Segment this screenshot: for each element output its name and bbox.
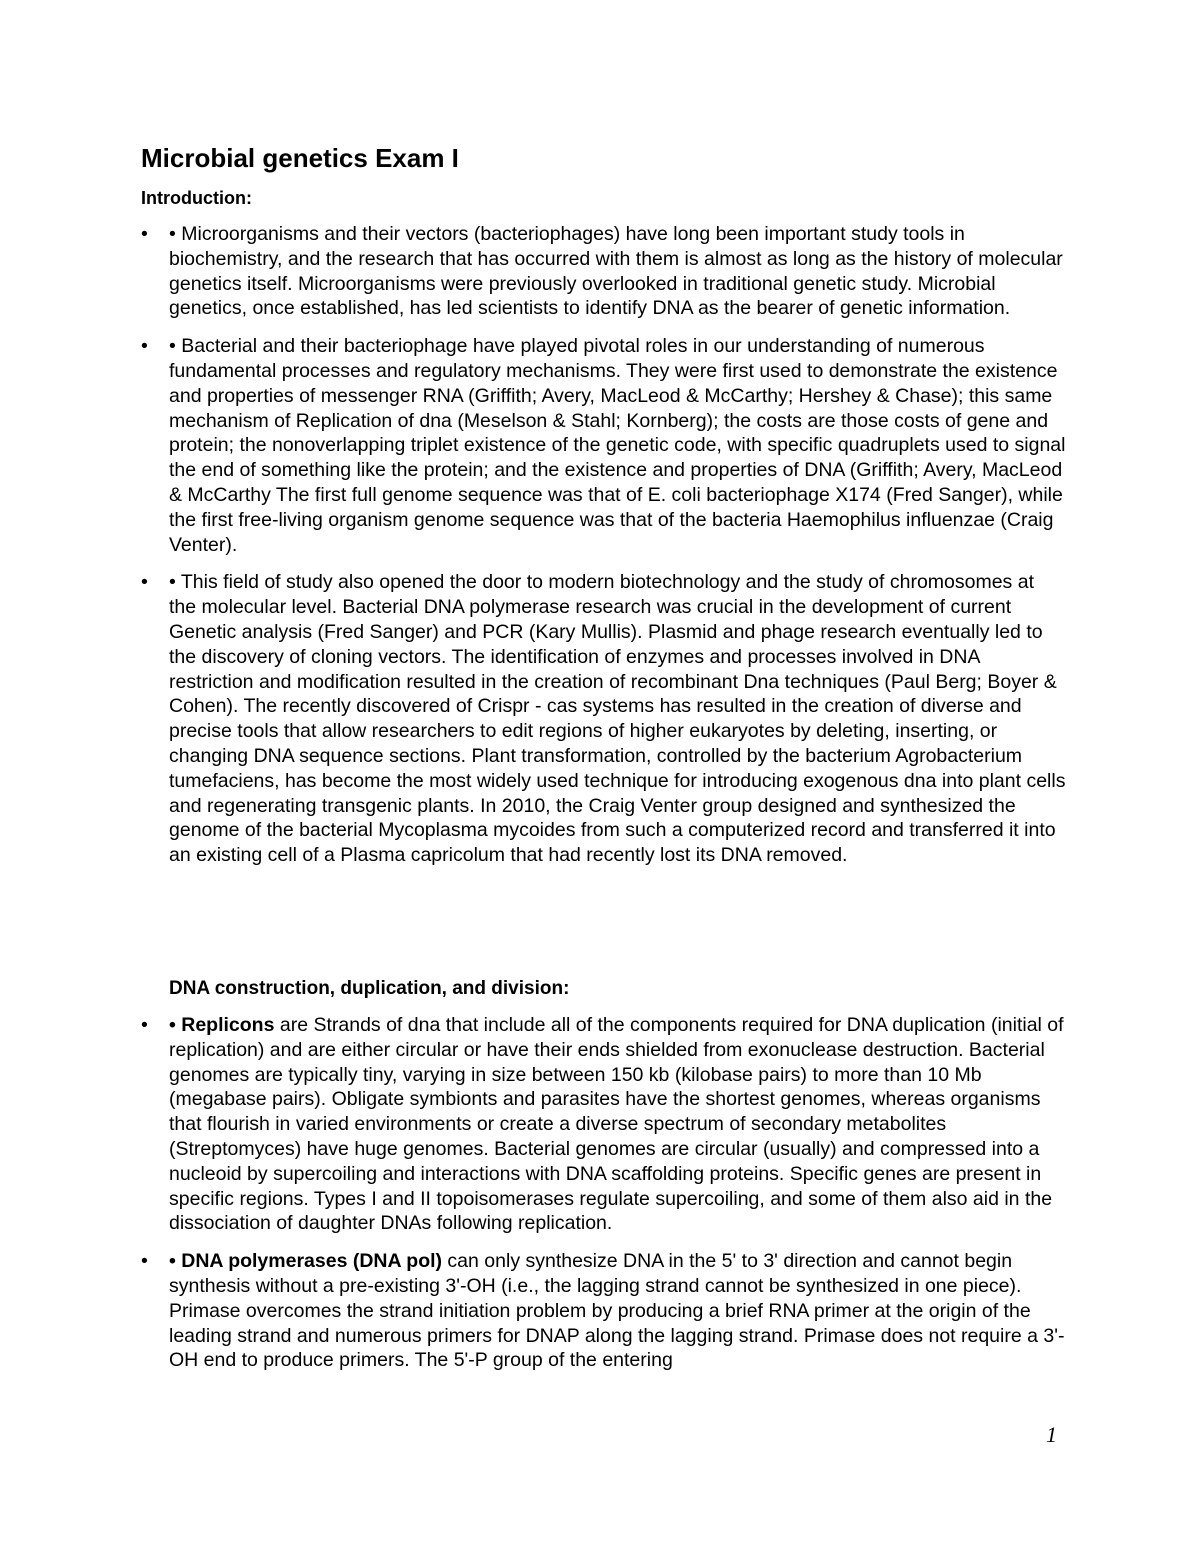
list-item-text: • This field of study also opened the door to modern biotechnology and the study of chromosomes at the molecular level. Bacterial DNA polymerase research was crucial in the development of current Genetic analysis (Fred Sanger) and PCR (Kary Mullis). Plasmid and phage research eventually led to the discovery of cloning vectors. The identification of enzymes and processes involved in DNA restriction and modification resulted in the creation of recombinant Dna techniques (Paul Berg; Boyer & Cohen). The recently discovered of Crispr - cas systems has resulted in the creation of diverse and precise tools that allow researchers to edit regions of higher eukaryotes by deleting, inserting, or changing DNA sequence sections. Plant transformation, controlled by the bacterium Agrobacterium tumefaciens, has become the most widely used technique for introducing exogenous dna into plant cells and regenerating transgenic plants. In 2010, the Craig Venter group designed and synthesized the genome of the bacterial Mycoplasma mycoides from such a computerized record and transferred it into an existing cell of a Plasma capricolum that had recently lost its DNA removed. <box>169 571 1066 867</box>
bullet-icon: • <box>141 335 148 358</box>
list-item-text: • Microorganisms and their vectors (bacteriophages) have long been important study tools in biochemistry, and the research that has occurred with them is almost as long as the history of molecular genetics itself. Microorganisms were previously overlooked in traditional genetic study. Microbial genetics, once established, has led scientists to identify DNA as the bearer of genetic information. <box>169 223 1063 320</box>
list-item <box>141 1013 1066 1236</box>
section-list <box>141 1013 1066 1373</box>
list-item-text: are Strands of dna that include all of the components required for DNA duplication (initial of replication) and are either circular or have their ends shielded from exonuclease destruction. Bacterial genomes are typically tiny, varying in size between 150 kb (kilobase pairs) to more than 10 Mb (megabase pairs). Obligate symbionts and parasites have the shortest genomes, whereas organisms that flourish in varied environments or create a diverse spectrum of secondary metabolites (Streptomyces) have huge genomes. Bacterial genomes are circular (usually) and compressed into a nucleoid by supercoiling and interactions with DNA scaffolding proteins. Specific genes are present in specific regions. Types I and II topoisomerases regulate supercoiling, and some of them also aid in the dissociation of daughter DNAs following replication. <box>169 1014 1064 1235</box>
list-item-text: • Bacterial and their bacteriophage have played pivotal roles in our understanding of numerous fundamental processes and regulatory mechanisms. They were first used to demonstrate the existence and properties of messenger RNA (Griffith; Avery, MacLeod & McCarthy; Hershey & Chase); this same mechanism of Replication of dna (Meselson & Stahl; Kornberg); the costs are those costs of gene and protein; the nonoverlapping triplet existence of the genetic code, with specific quadruplets used to signal the end of something like the protein; and the existence and properties of DNA (Griffith; Avery, MacLeod & McCarthy The first full genome sequence was that of E. coli bacteriophage X174 (Fred Sanger), while the first free-living organism genome sequence was that of the bacteria Haemophilus influenzae (Craig Venter). <box>169 335 1066 556</box>
page-number: 1 <box>1046 1422 1057 1447</box>
introduction-heading: Introduction: <box>141 188 252 208</box>
bullet-icon: • <box>141 1014 148 1036</box>
section-heading: DNA construction, duplication, and division: <box>169 978 570 999</box>
list-item-term: DNA polymerases (DNA pol) <box>181 1250 443 1273</box>
list-item-term: Replicons <box>181 1014 275 1036</box>
list-item <box>141 1249 1066 1373</box>
bullet-icon: • <box>141 223 148 245</box>
bullet-icon: • <box>141 571 148 594</box>
list-item <box>141 334 1066 557</box>
introduction-list <box>141 222 1066 868</box>
bullet-icon: • <box>141 1250 148 1273</box>
document-title: Microbial genetics Exam I <box>141 143 459 173</box>
list-item-text: can only synthesize DNA in the 5' to 3' direction and cannot begin synthesis without a pre-existing 3'-OH (i.e., the lagging strand cannot be synthesized in one piece). Primase overcomes the strand initiation problem by producing a brief RNA primer at the origin of the leading strand and numerous primers for DNAP along the lagging strand. Primase does not require a 3'-OH end to produce primers. The 5'-P group of the entering <box>169 1250 1065 1372</box>
list-item <box>141 570 1066 868</box>
list-item-prefix: • <box>169 1014 182 1036</box>
list-item <box>141 222 1066 321</box>
list-item-prefix: • <box>169 1250 182 1273</box>
